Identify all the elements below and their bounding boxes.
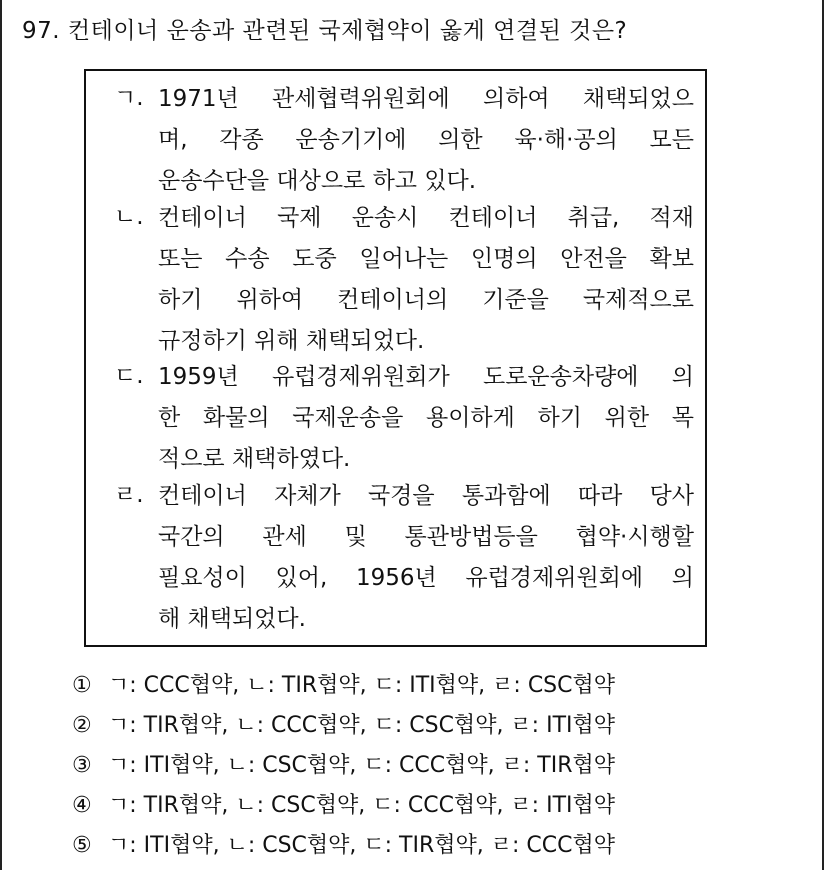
statement-line: 해 채택되었다. <box>158 606 306 632</box>
statement-line: 적으로 채택하였다. <box>158 446 351 472</box>
statement-line: 또는 수송 도중 일어나는 인명의 안전을 확보 <box>158 246 694 272</box>
answer-choice-2[interactable] <box>72 706 615 746</box>
statement-item-d <box>114 476 694 640</box>
statement-line: 컨테이너 국제 운송시 컨테이너 취급, 적재 <box>158 205 694 231</box>
statement-marker: ㄴ. <box>114 204 144 230</box>
statement-marker: ㄹ. <box>114 482 144 508</box>
choice-text: ㄱ: ITI협약, ㄴ: CSC협약, ㄷ: TIR협약, ㄹ: CCC협약 <box>108 833 616 858</box>
statement-marker: ㄷ. <box>114 363 144 389</box>
statement-line: 한 화물의 국제운송을 용이하게 하기 위한 목 <box>158 405 694 431</box>
statement-line: 컨테이너 자체가 국경을 통과함에 따라 당사 <box>158 483 694 509</box>
statement-item-c <box>114 357 694 480</box>
choice-number: ③ <box>72 753 92 778</box>
question-title: 97. 컨테이너 운송과 관련된 국제협약이 옳게 연결된 것은? <box>22 18 628 44</box>
answer-choice-5[interactable] <box>72 826 615 866</box>
answer-choice-1[interactable] <box>72 666 615 706</box>
choice-number: ② <box>72 713 92 738</box>
choice-text: ㄱ: ITI협약, ㄴ: CSC협약, ㄷ: CCC협약, ㄹ: TIR협약 <box>108 753 616 778</box>
choice-number: ④ <box>72 793 92 818</box>
choice-text: ㄱ: TIR협약, ㄴ: CSC협약, ㄷ: CCC협약, ㄹ: ITI협약 <box>108 793 616 818</box>
choice-number: ⑤ <box>72 833 92 858</box>
statement-line: 운송수단을 대상으로 하고 있다. <box>158 168 477 194</box>
statement-line: 필요성이 있어, 1956년 유럽경제위원회에 의 <box>158 565 694 591</box>
statement-line: 국간의 관세 및 통관방법등을 협약·시행할 <box>158 524 694 550</box>
answer-choice-3[interactable] <box>72 746 615 786</box>
choice-text: ㄱ: CCC협약, ㄴ: TIR협약, ㄷ: ITI협약, ㄹ: CSC협약 <box>108 673 616 698</box>
statement-line: 1971년 관세협력위원회에 의하여 채택되었으 <box>158 86 694 112</box>
answer-choices <box>72 666 615 866</box>
statement-box <box>84 69 707 647</box>
statement-line: 하기 위하여 컨테이너의 기준을 국제적으로 <box>158 287 694 313</box>
answer-choice-4[interactable] <box>72 786 615 826</box>
statement-line: 1959년 유럽경제위원회가 도로운송차량에 의 <box>158 364 694 390</box>
choice-number: ① <box>72 673 92 698</box>
statement-line: 규정하기 위해 채택되었다. <box>158 328 425 354</box>
choice-text: ㄱ: TIR협약, ㄴ: CCC협약, ㄷ: CSC협약, ㄹ: ITI협약 <box>108 713 616 738</box>
statement-item-b <box>114 198 694 362</box>
statement-item-a <box>114 79 694 202</box>
statement-marker: ㄱ. <box>114 85 144 111</box>
statement-line: 며, 각종 운송기기에 의한 육·해·공의 모든 <box>158 127 694 153</box>
